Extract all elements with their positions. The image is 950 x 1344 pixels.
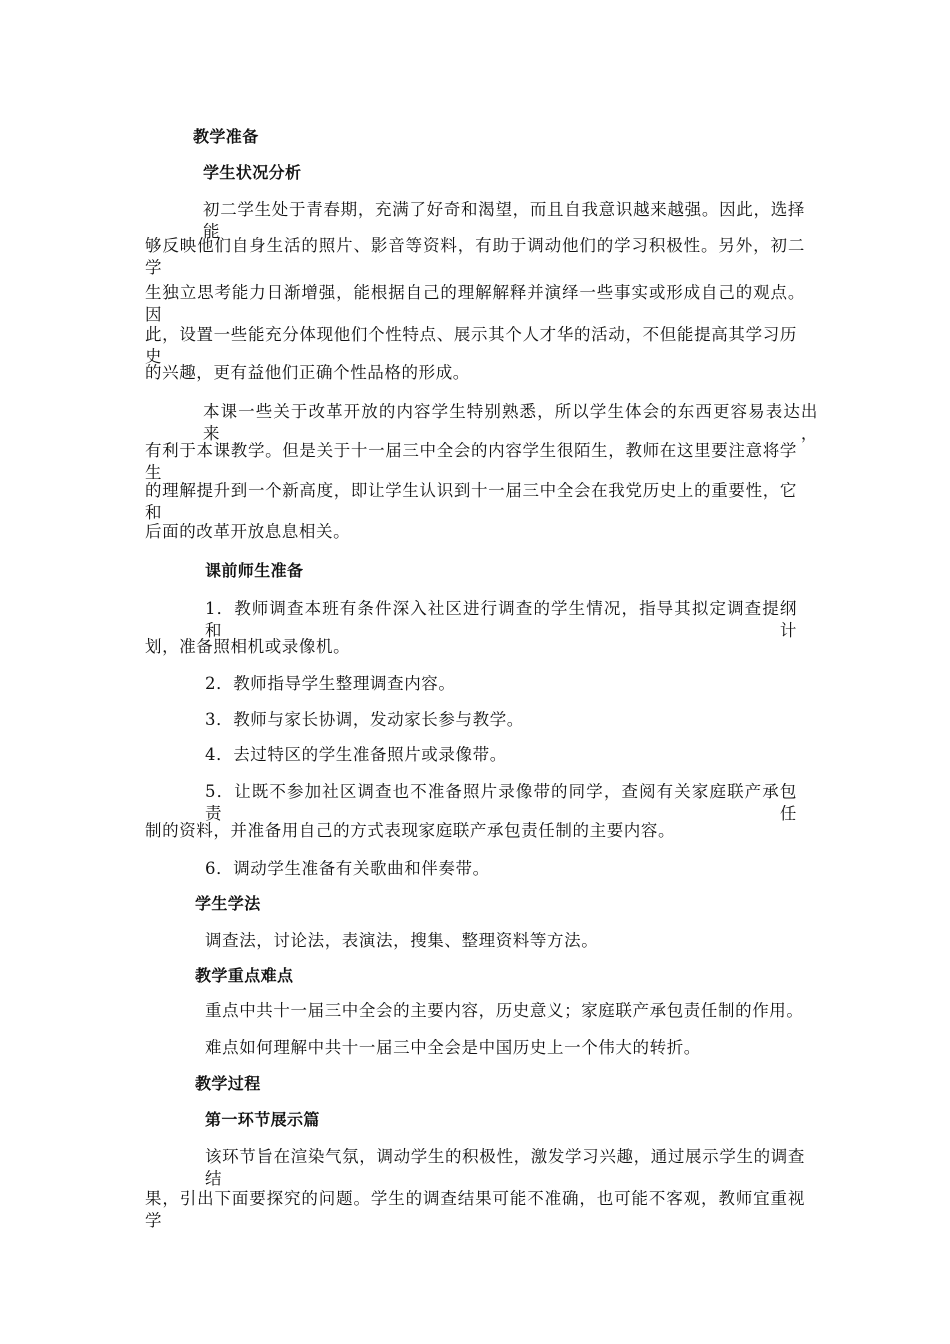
pre-item-6: 6．调动学生准备有关歌曲和伴奏带。	[205, 859, 490, 878]
para2-line-1: 本课一些关于改革开放的内容学生特别熟悉，所以学生体会的东西更容易表达出来，	[203, 402, 818, 443]
para1-line-2: 够反映他们自身生活的照片、影音等资料，有助于调动他们的学习积极性。另外，初二学	[145, 236, 805, 277]
heading-key-difficulty: 教学重点难点	[195, 966, 294, 985]
heading-study-method: 学生学法	[195, 894, 261, 913]
pre-item-1-cont: 划，准备照相机或录像机。	[145, 637, 351, 656]
key-point-text: 重点中共十一届三中全会的主要内容，历史意义；家庭联产承包责任制的作用。	[205, 1001, 804, 1020]
para1-line-1: 初二学生处于青春期，充满了好奇和渴望，而且自我意识越来越强。因此，选择能	[203, 200, 805, 241]
subheading-student-analysis: 学生状况分析	[203, 163, 302, 182]
para2-line-3: 的理解提升到一个新高度，即让学生认识到十一届三中全会在我党历史上的重要性，它和	[145, 481, 797, 522]
step1-line-1: 该环节旨在渲染气氛，调动学生的积极性，激发学习兴趣，通过展示学生的调查结	[205, 1147, 805, 1188]
para1-line-3: 生独立思考能力日渐增强，能根据自己的理解解释并演绎一些事实或形成自己的观点。因	[145, 283, 805, 324]
study-method-text: 调查法，讨论法，表演法，搜集、整理资料等方法。	[205, 931, 599, 950]
subheading-pre-class-prep: 课前师生准备	[205, 561, 304, 580]
heading-teaching-process: 教学过程	[195, 1074, 261, 1093]
para1-line-5: 的兴趣，更有益他们正确个性品格的形成。	[145, 363, 470, 382]
para2-line-2: 有利于本课教学。但是关于十一届三中全会的内容学生很陌生，教师在这里要注意将学生	[145, 441, 797, 482]
heading-teaching-prep: 教学准备	[193, 127, 259, 146]
pre-item-2: 2．教师指导学生整理调查内容。	[205, 674, 456, 693]
pre-item-4: 4．去过特区的学生准备照片或录像带。	[205, 745, 507, 764]
step1-line-2: 果，引出下面要探究的问题。学生的调查结果可能不准确，也可能不客观，教师宜重视学	[145, 1189, 805, 1230]
subheading-step1: 第一环节展示篇	[205, 1110, 320, 1129]
pre-item-1: 1．教师调查本班有条件深入社区进行调查的学生情况，指导其拟定调查提纲和计	[205, 599, 797, 640]
difficulty-text: 难点如何理解中共十一届三中全会是中国历史上一个伟大的转折。	[205, 1038, 701, 1057]
pre-item-5-cont: 制的资料，并准备用自己的方式表现家庭联产承包责任制的主要内容。	[145, 821, 676, 840]
pre-item-5: 5．让既不参加社区调查也不准备照片录像带的同学，查阅有关家庭联产承包责任	[205, 782, 797, 823]
para1-line-4: 此，设置一些能充分体现他们个性特点、展示其个人才华的活动，不但能提高其学习历史	[145, 325, 797, 366]
pre-item-3: 3．教师与家长协调，发动家长参与教学。	[205, 710, 524, 729]
para2-line-4: 后面的改革开放息息相关。	[145, 522, 351, 541]
